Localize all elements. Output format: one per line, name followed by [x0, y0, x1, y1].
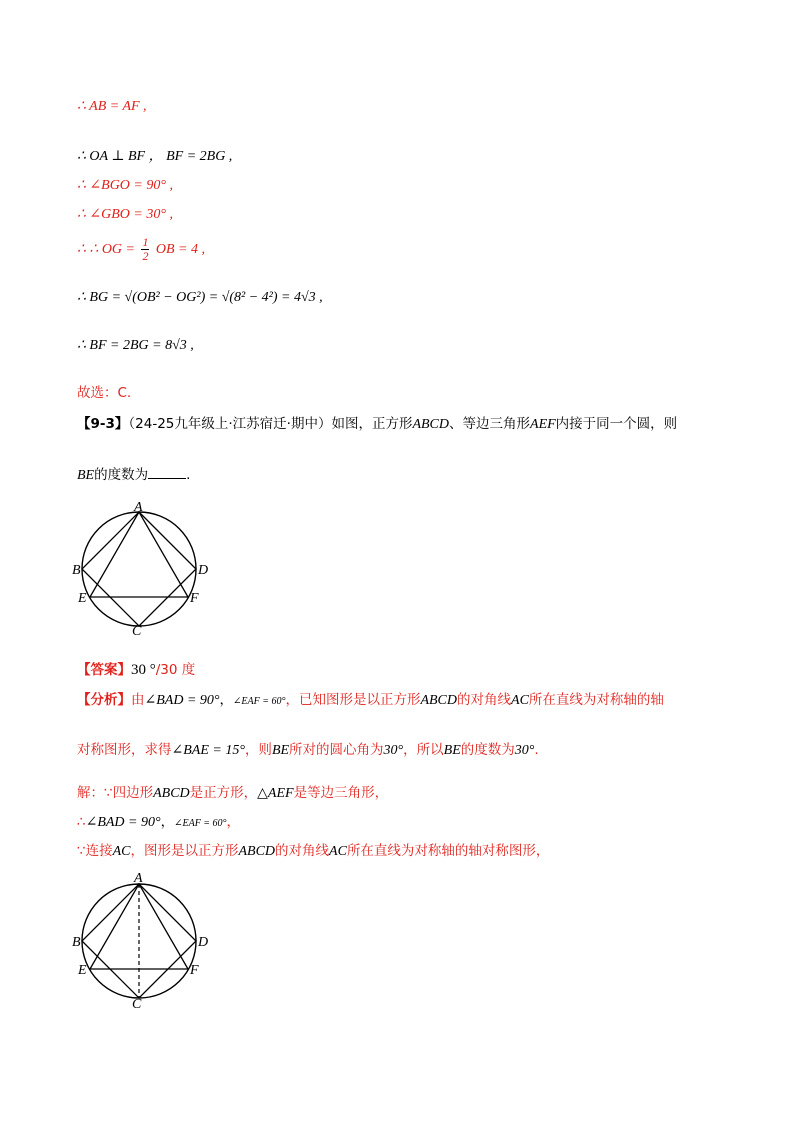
arc-be: BE	[77, 468, 95, 483]
analysis-label: 【分析】	[77, 692, 131, 708]
label-a: A	[134, 502, 143, 515]
analysis-line-1: 【分析】由∠BAD = 90°，∠EAF = 60°，已知图形是以正方形ABCD的对角线AC所在直线为对称轴的轴	[77, 692, 664, 708]
figure-square-triangle-circle	[70, 502, 220, 637]
label-e: E	[78, 963, 87, 978]
solution-line-1: 解：∵四边形ABCD是正方形，△AEF是等边三角形，	[77, 785, 389, 801]
label-c: C	[132, 997, 142, 1011]
triangle-aef	[90, 512, 188, 597]
proof-line-2	[77, 148, 232, 166]
fraction-one-half: $\frac{1}{2}$	[142, 235, 149, 263]
question-source: （24-25九年级上·江苏宿迁·期中）	[128, 416, 332, 432]
answer-line: 【答案】30 °/30 度	[77, 662, 196, 678]
label-b: B	[72, 935, 81, 950]
circle	[82, 512, 196, 626]
question-label: 【9-3】	[77, 416, 129, 432]
angle-bgo-statement: ∴ ∠BGO = 90° ,	[77, 178, 173, 193]
label-d: D	[198, 563, 209, 578]
arc-equality: ∴ AB = AF ,	[77, 99, 147, 114]
proof-line-4	[77, 206, 173, 224]
label-f: F	[190, 963, 199, 978]
analysis-line-2: 对称图形，求得∠BAE = 15°，则BE所对的圆心角为30°，所以BE的度数为30°.	[77, 742, 539, 758]
label-c: C	[132, 624, 142, 637]
solution-line-3: ∵连接AC，图形是以正方形ABCD的对角线AC所在直线为对称轴的轴对称图形，	[77, 843, 550, 859]
proof-line-3	[77, 177, 173, 195]
solution-line-2: ∴∠BAD = 90°，∠EAF = 60°，	[77, 814, 241, 830]
answer-blank	[148, 466, 186, 479]
perpendicular-statement: ∴ OA ⊥ BF ， BF = 2BG ,	[77, 149, 233, 164]
label-f: F	[190, 591, 199, 606]
label-a: A	[134, 871, 143, 886]
answer-label: 【答案】	[77, 662, 131, 678]
bf-calculation: ∴ BF = 2BG = 8√3 ,	[77, 338, 194, 353]
angle-gbo-statement: ∴ ∠GBO = 30° ,	[77, 207, 173, 222]
question-line-1: 【9-3】（24-25九年级上·江苏宿迁·期中）如图，正方形ABCD、等边三角形AEF内接于同一个圆，则	[77, 416, 678, 432]
question-line-2: BE的度数为 .	[77, 467, 191, 483]
bg-calculation: ∴ BG = √(OB² − OG²) = √(8² − 4²) = 4√3 ,	[77, 290, 323, 305]
label-d: D	[198, 935, 209, 950]
label-e: E	[78, 591, 87, 606]
proof-line-7	[77, 337, 194, 355]
proof-line-5: ∴ ∴ OG = $\frac{1}{2}$ OB = 4 ,	[77, 235, 205, 263]
proof-line-1	[77, 98, 147, 116]
proof-line-6	[77, 289, 323, 307]
figure-with-diagonal	[70, 871, 220, 1011]
label-b: B	[72, 563, 81, 578]
choice-line: 故选：C.	[77, 385, 132, 401]
